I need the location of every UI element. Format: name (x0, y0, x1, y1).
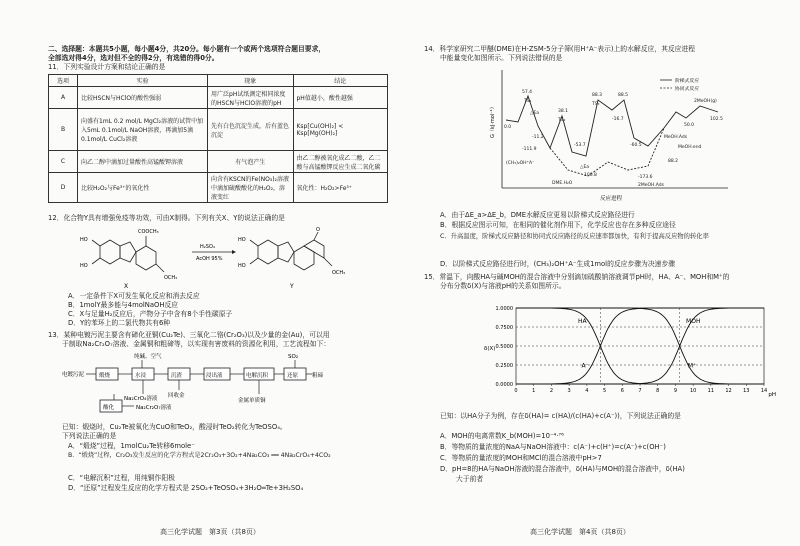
table-cell: 氧化性：H₂O₂>Fe³⁺ (293, 173, 388, 203)
energy-label: 102.5 (710, 117, 723, 122)
energy-label: 0.0 (504, 125, 512, 130)
table-header-cell: 实验 (78, 75, 208, 87)
energy-label: 106.8 (584, 173, 597, 178)
molecule-y-drawing (250, 232, 332, 270)
table-cell: B (49, 109, 78, 151)
energy-label: -16.7 (612, 117, 624, 122)
label-y: Y (290, 283, 294, 290)
flow-arrows (86, 360, 312, 406)
series-label-a-minus: A⁻ (581, 362, 589, 370)
table-row (49, 173, 388, 203)
y-tick-label: 0.2500 (495, 363, 513, 369)
energy-label: 50.0 (684, 123, 695, 128)
energy-label: △Ea (580, 165, 590, 170)
table-cell: D (49, 173, 78, 203)
energy-label: TS₂ (558, 118, 566, 123)
table-header-row (49, 75, 388, 87)
table-cell: pH值越小，酸性越强 (293, 87, 388, 109)
chart-x-ticks (514, 384, 767, 394)
y-ho-group: HO (238, 237, 246, 243)
q12-structures (80, 224, 380, 292)
energy-label: 38.1 (558, 109, 569, 114)
flow-input-soda-air: 纯碱、空气 (134, 354, 162, 360)
table-header-cell: 结论 (293, 75, 388, 87)
q14-energy-diagram (488, 66, 738, 208)
table-header-cell: 现象 (208, 75, 293, 87)
table-cell: 由乙二醇被氧化成乙二酸，乙二酸与高锰酸钾反应生成二氧化碳 (293, 151, 388, 173)
q13-note-line2: 下列说法正确的是 (62, 432, 117, 440)
q14-option: B．根据反应图示可知，在相同的催化剂作用下，化学反应也存在多种反应途径 (440, 221, 676, 229)
table-row (49, 151, 388, 173)
flow-out-na2cro4: Na₂CrO₄溶液 (124, 396, 158, 402)
x-tick-label: 11 (707, 388, 715, 394)
energy-ylabel: G（kJ·mol⁻¹） (490, 104, 496, 138)
legend-stepwise: 阶梯式反应 (675, 79, 699, 84)
table-header-cell: 选项 (49, 75, 78, 87)
flow-step-calcine-label: 煅烧 (99, 373, 111, 379)
energy-label: DME.H₂O (552, 181, 573, 186)
energy-label: 2MeOH.Ads (638, 183, 664, 188)
q13-stem: 13．某种电镀污泥主要含有碲化亚铜(Cu₂Te)、三氧化二铬(Cr₂O₃)以及少量的金(Au)，可以用 (48, 331, 330, 339)
flow-source: 电镀污泥 (62, 372, 85, 378)
series-label-m-plus: M⁺ (687, 362, 697, 370)
page-footer-left: 高三化学试题 第3页（共8页） (160, 528, 260, 536)
x-tick-label: 13 (743, 388, 750, 394)
reagent-bottom: AcOH 95% (196, 256, 223, 262)
q15-option: A．MOH的电离常数K_b(MOH)=10⁻⁴·⁷⁶ (440, 432, 564, 440)
q14-option: D．以阶梯式反应路径进行时，(CH₃)₂OH⁺A⁻生成1mol的反应步骤为决速步骤 (440, 260, 676, 268)
q12-stem: 12．化合物Y具有增强免疫等功效，可由X制得。下列有关X、Y的说法正确的是 (48, 214, 285, 222)
energy-label: 88.2 (668, 159, 679, 164)
q12-option: D．Y的苯环上的二氯代物共有6种 (68, 319, 171, 327)
chart-ylabel: δ(X) (484, 346, 496, 352)
label-x: X (124, 283, 129, 290)
table-cell: 比较HSCN与HClO的酸性强弱 (78, 87, 208, 109)
molecule-x-drawing (92, 236, 164, 272)
energy-label: MeOH.Ads (664, 135, 688, 140)
x-tick-label: 14 (760, 388, 768, 394)
flow-out-crude-te: 粗碲 (312, 373, 324, 379)
table-cell: 向盛有1mL 0.2 mol/L MgCl₂溶液的试管中加入5mL 0.1mol/L NaOH溶液，再滴加5滴0.1mol/L CuCl₂溶液 (78, 109, 208, 151)
q15-option: C．等物质的量浓度的MOH和MCl的混合溶液中pH>7 (440, 454, 602, 462)
flow-step-leach-label: 水浸 (135, 373, 147, 379)
table-row (49, 87, 388, 109)
energy-label: MeOH.end (678, 145, 702, 150)
series-label-ha: HA (578, 318, 587, 326)
y-ho-group: HO (238, 263, 246, 269)
energy-label: -11.2 (532, 135, 544, 140)
x-tick-label: 0 (514, 388, 518, 394)
q13-note: 已知：煅烧时，Cu₂Te被氧化为CuO和TeO₂，酸浸时TeO₂转化为TeOSO₄。 (62, 423, 287, 431)
q13-option: A．“煅烧”过程，1molCu₂Te转移6mole⁻ (68, 442, 195, 450)
table-cell: C (49, 151, 78, 173)
q12-option: A．一定条件下X可发生氧化反应和消去反应 (68, 292, 200, 300)
flow-step-acidify-label: 酸化 (103, 405, 115, 411)
x-cooh-group: COOCH₃ (138, 229, 159, 235)
q15-option: B．等物质的量浓度的NaA与NaOH溶液中：c(A⁻)+c(H⁺)=c(A⁻)+c(OH⁻) (440, 443, 666, 451)
q12-option: B．1molY最多能与4molNaOH反应 (68, 301, 179, 309)
y-tick-label: 0.7500 (495, 325, 513, 331)
legend-concerted: 协同式反应 (675, 87, 699, 92)
q13-flowchart (62, 350, 332, 420)
page-footer-right: 高三化学试题 第4页（共8页） (530, 528, 630, 536)
energy-label: TS₃ (592, 102, 600, 107)
reagent-top: H₂SO₄ (200, 244, 215, 250)
x-tick-label: 9 (673, 388, 678, 394)
flow-step-residue-label: 沉渣 (171, 373, 183, 379)
chart-y-ticks (496, 306, 765, 388)
q14-option: A．由于ΔE_a>ΔE_b，DME水解反应更易以阶梯式反应路径进行 (440, 211, 635, 219)
energy-label: TS₁ (524, 99, 532, 104)
q15-note: 已知：以HA分子为例，存在δ(HA)= c(HA)/(c(HA)+c(A⁻))，下列说法正确的是 (440, 412, 681, 420)
energy-label: -53.7 (574, 143, 586, 148)
energy-label: 88.5 (618, 93, 629, 98)
energy-label: (CH₃)₂OH⁺A⁻ (506, 161, 535, 166)
q11-stem: 11．下列实验设计方案和结论正确的是 (48, 63, 166, 71)
x-tick-label: 8 (656, 388, 660, 394)
flow-input-so2: SO₂ (288, 354, 299, 360)
chart-xlabel: pH (768, 392, 776, 398)
y-carbonyl-o: O (316, 227, 320, 233)
q15-option-continuation: 大于前者 (456, 475, 484, 483)
q13-stem-line2: 于制取Na₂Cr₂O₇溶液、金属铜和粗碲等，以实现有害废料的资源化利用，工艺流程如下： (62, 340, 331, 348)
reaction-arrowhead (232, 250, 236, 254)
x-ho-group: HO (80, 237, 88, 243)
x-tick-label: 7 (638, 388, 642, 394)
table-row (49, 109, 388, 151)
x-tick-label: 4 (585, 388, 589, 394)
section-title-line2: 全部选对得4分，选对但不全的得2分，有选错的得0分。 (48, 54, 219, 62)
flow-out-na2cr2o7: Na₂Cr₂O₇溶液 (136, 405, 172, 411)
x-tick-label: 2 (549, 388, 554, 394)
energy-label: 2MeOH(g) (694, 99, 717, 104)
x-ho-group: HO (80, 263, 88, 269)
x-tick-label: 1 (532, 388, 536, 394)
energy-label: -111.9 (522, 147, 537, 152)
x-tick-label: 3 (567, 388, 571, 394)
table-cell: 向乙二醇中滴加过量酸性高锰酸钾溶液 (78, 151, 208, 173)
table-cell: 比较H₂O₂与Fe³⁺的氧化性 (78, 173, 208, 203)
y-och3-group: OCH₃ (332, 270, 346, 276)
x-tick-label: 12 (725, 388, 732, 394)
table-cell: 有气泡产生 (208, 151, 293, 173)
q12-option: C．X与足量H₂反应后，产物分子中含有8个手性碳原子 (68, 310, 233, 318)
flow-step-reduce-label: 还原 (287, 373, 299, 379)
flow-step-electro-label: 电解沉积 (246, 373, 269, 379)
y-tick-label: 1.0000 (495, 306, 513, 312)
energy-label: 88.3 (592, 93, 603, 98)
q15-option: D．pH=8的HA与NaOH溶液的混合溶液中，δ(HA)与MOH的混合溶液中，δ(HA) (440, 465, 685, 473)
q11-table (48, 74, 388, 203)
energy-label: -60.5 (630, 143, 642, 148)
energy-xlabel: 反应进程 (600, 196, 623, 202)
q14-stem: 14．科学家研究二甲醚(DME)在H-ZSM-5分子筛(用H⁺A⁻表示)上的水解反应，其反应进程 (424, 45, 696, 53)
x-tick-label: 10 (689, 388, 697, 394)
table-cell: A (49, 87, 78, 109)
x-tick-label: 6 (620, 388, 624, 394)
right-page (400, 0, 800, 546)
y-tick-label: 0.5000 (495, 344, 513, 350)
energy-label: △Ea (530, 111, 540, 116)
q13-option: B．“煅烧”过程，Cr₂O₃发生反应的化学方程式是2Cr₂O₃+3O₂+4Na₂CO₃ ══ 4Na₂CrO₄+4CO₂ (68, 452, 331, 459)
table-cell: Ksp[Cu(OH)₂] < Ksp[Mg(OH)₂] (293, 109, 388, 151)
table-cell: 用广泛pH试纸测定相同浓度的HSCN与HClO溶液的pH (208, 87, 293, 109)
table-cell: 先有白色沉淀生成，后有蓝色沉淀 (208, 109, 293, 151)
q13-option: D．“还原”过程发生反应的化学方程式是 2SO₂+TeOSO₄+3H₂O═Te+3H₂SO₄ (68, 484, 304, 492)
q15-distribution-chart (480, 298, 780, 408)
y-tick-label: 0.0000 (495, 382, 513, 388)
q14-option: C．升高温度，阶梯式反应路径和协同式反应路径的反应速率都加快，有利于提高反应物的转化率 (440, 233, 709, 240)
q13-option: C．“电解沉积”过程，用纯铜作阳极 (68, 474, 175, 482)
q15-stem: 15．常温下，向酸HA与碱MOH的混合溶液中分别滴加硫酸钠溶液调节pH时，HA、A⁻、MOH和M⁺的 (424, 273, 730, 281)
table-cell: 向含有KSCN的Fe(NO₃)₂溶液中滴加硫酸酸化的H₂O₂，溶液变红 (208, 173, 293, 203)
energy-label: -173.6 (638, 175, 653, 180)
q15-stem-line2: 分布分数δ(X)与溶液pH的关系如图所示。 (440, 282, 566, 290)
energy-label: 57.4 (522, 90, 533, 95)
flow-step-leachate-label: 浸出液 (206, 373, 223, 379)
q14-stem-line2: 中能量变化如图所示。下列说法错误的是 (440, 54, 563, 62)
section-title: 二、选择题：本题共5小题，每小题4分，共20分。每小题有一个或两个选项符合题目要求， (48, 45, 326, 53)
flow-out-copper: 金属单质铜 (238, 398, 266, 404)
flow-out-gold: 回收金 (168, 393, 185, 399)
series-label-moh: MOH (686, 318, 701, 326)
x-och3-group: OCH₃ (164, 275, 178, 281)
x-tick-label: 5 (602, 388, 607, 394)
